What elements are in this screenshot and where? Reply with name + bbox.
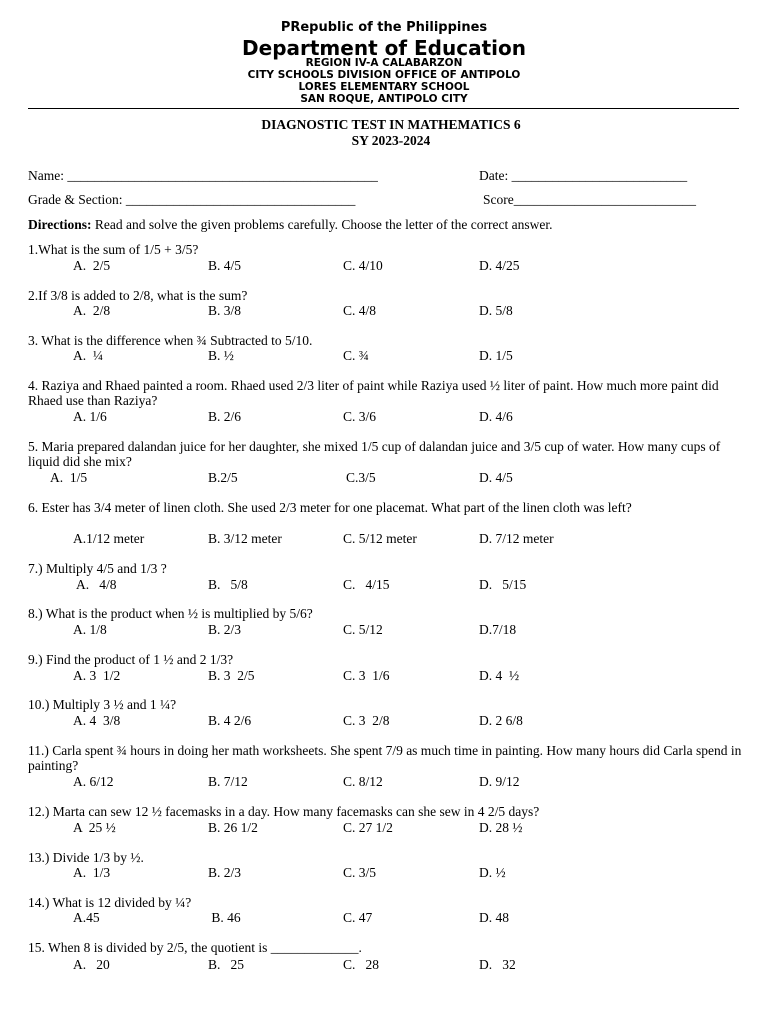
question-text: 10.) Multiply 3 ½ and 1 ¼? <box>28 697 177 712</box>
choice-b[interactable]: B. 7/12 <box>208 774 248 789</box>
choice-b[interactable]: B.2/5 <box>208 470 238 485</box>
choice-a[interactable]: A. 2/8 <box>73 303 111 318</box>
question-text: 3. What is the difference when ¾ Subtracted to 5/10. <box>28 333 313 348</box>
choice-a[interactable]: A. 6/12 <box>73 774 114 789</box>
choice-b[interactable]: B. ½ <box>208 348 234 363</box>
question-text: 9.) Find the product of 1 ½ and 2 1/3? <box>28 652 234 667</box>
choice-b[interactable]: B. 46 <box>208 910 241 925</box>
choice-d[interactable]: D. 32 <box>479 957 516 972</box>
question-text: 2.If 3/8 is added to 2/8, what is the sum? <box>28 288 248 303</box>
question-text: 6. Ester has 3/4 meter of linen cloth. She used 2/3 meter for one placemat. What part of the linen cloth was left? <box>28 500 632 515</box>
test-title: DIAGNOSTIC TEST IN MATHEMATICS 6 <box>261 117 521 132</box>
choice-d[interactable]: D. 4/6 <box>479 409 513 424</box>
choice-c[interactable]: C. 5/12 meter <box>343 531 417 546</box>
department-title: Department of Education <box>242 36 526 60</box>
score-field[interactable]: Score___________________________ <box>483 192 696 207</box>
choice-d[interactable]: D. 2 6/8 <box>479 713 523 728</box>
choice-c[interactable]: C. 5/12 <box>343 622 383 637</box>
question-text: 15. When 8 is divided by 2/5, the quotient is _____________. <box>28 940 362 955</box>
choice-c[interactable]: C. 4/8 <box>343 303 377 318</box>
choice-b[interactable]: B. 3 2/5 <box>208 668 255 683</box>
date-field[interactable]: Date: __________________________ <box>479 168 688 183</box>
choice-c[interactable]: C. 47 <box>343 910 373 925</box>
choice-d[interactable]: D. 4/25 <box>479 258 520 273</box>
choice-a[interactable]: A. 1/3 <box>73 865 111 880</box>
directions-text: Read and solve the given problems carefully. Choose the letter of the correct answer. <box>91 217 553 232</box>
directions-label: Directions: <box>28 217 92 232</box>
choice-a[interactable]: A 25 ½ <box>73 820 116 835</box>
choice-a[interactable]: A. 4 3/8 <box>73 713 121 728</box>
choice-a[interactable]: A. 4/8 <box>76 577 117 592</box>
question-text: 7.) Multiply 4/5 and 1/3 ? <box>28 561 167 576</box>
choice-d[interactable]: D. 5/15 <box>479 577 527 592</box>
choice-c[interactable]: C. ¾ <box>343 348 369 363</box>
choice-b[interactable]: B. 2/3 <box>208 622 242 637</box>
question-text: 8.) What is the product when ½ is multiplied by 5/6? <box>28 606 313 621</box>
choice-c[interactable]: C. 28 <box>343 957 380 972</box>
choice-d[interactable]: D. 48 <box>479 910 509 925</box>
address-line: SAN ROQUE, ANTIPOLO CITY <box>300 93 468 105</box>
choice-c[interactable]: C.3/5 <box>346 470 376 485</box>
school-line: LORES ELEMENTARY SCHOOL <box>298 81 470 93</box>
choice-a[interactable]: A. 1/5 <box>50 470 88 485</box>
choice-a[interactable]: A.45 <box>73 910 100 925</box>
question-text: 13.) Divide 1/3 by ½. <box>28 850 144 865</box>
choice-b[interactable]: B. 3/8 <box>208 303 242 318</box>
division-line: CITY SCHOOLS DIVISION OFFICE OF ANTIPOLO <box>247 69 521 81</box>
school-year: SY 2023-2024 <box>351 133 431 148</box>
choice-b[interactable]: B. 26 1/2 <box>208 820 258 835</box>
question-text: 14.) What is 12 divided by ¼? <box>28 895 192 910</box>
choice-c[interactable]: C. 3/5 <box>343 865 377 880</box>
choice-b[interactable]: B. 4 2/6 <box>208 713 252 728</box>
choice-a[interactable]: A. 2/5 <box>73 258 111 273</box>
choice-d[interactable]: D. 7/12 meter <box>479 531 554 546</box>
question-text: 5. Maria prepared dalandan juice for her daughter, she mixed 1/5 cup of dalandan juice and 3/5 cup of water. How many cups of liquid did she mix? <box>28 439 721 469</box>
choice-d[interactable]: D. 5/8 <box>479 303 513 318</box>
choice-d[interactable]: D. 28 ½ <box>479 820 523 835</box>
choice-d[interactable]: D. 4/5 <box>479 470 513 485</box>
choice-a[interactable]: A. 1/6 <box>73 409 107 424</box>
question-text: 11.) Carla spent ¾ hours in doing her math worksheets. She spent 7/9 as much time in painting. How many hours did Carla spend in painting? <box>28 743 742 773</box>
grade-section-field[interactable]: Grade & Section: __________________________________ <box>28 192 356 207</box>
choice-d[interactable]: D.7/18 <box>479 622 517 637</box>
choice-a[interactable]: A. 3 1/2 <box>73 668 121 683</box>
choice-c[interactable]: C. 4/15 <box>343 577 390 592</box>
region-line: REGION IV-A CALABARZON <box>305 57 463 69</box>
choice-c[interactable]: C. 3 2/8 <box>343 713 390 728</box>
name-field[interactable]: Name: ______________________________________________ <box>28 168 378 183</box>
question-text: 1.What is the sum of 1/5 + 3/5? <box>28 242 199 257</box>
choice-c[interactable]: C. 3 1/6 <box>343 668 390 683</box>
question-text: 12.) Marta can sew 12 ½ facemasks in a day. How many facemasks can she sew in 4 2/5 days? <box>28 804 540 819</box>
choice-d[interactable]: D. 1/5 <box>479 348 513 363</box>
choice-b[interactable]: B. 2/3 <box>208 865 242 880</box>
choice-d[interactable]: D. 4 ½ <box>479 668 520 683</box>
header-divider <box>28 108 739 109</box>
directions <box>28 217 552 233</box>
choice-b[interactable]: B. 5/8 <box>208 577 248 592</box>
choice-a[interactable]: A.1/12 meter <box>73 531 145 546</box>
choice-a[interactable]: A. 20 <box>73 957 110 972</box>
choice-d[interactable]: D. ½ <box>479 865 506 880</box>
choice-c[interactable]: C. 8/12 <box>343 774 383 789</box>
choice-a[interactable]: A. ¼ <box>73 348 103 363</box>
question-text: 4. Raziya and Rhaed painted a room. Rhaed used 2/3 liter of paint while Raziya used ½ liter of paint. How much more paint did Rhaed use than Raziya? <box>28 378 719 408</box>
choice-c[interactable]: C. 4/10 <box>343 258 383 273</box>
choice-c[interactable]: C. 3/6 <box>343 409 377 424</box>
choice-b[interactable]: B. 4/5 <box>208 258 242 273</box>
choice-b[interactable]: B. 25 <box>208 957 245 972</box>
choice-d[interactable]: D. 9/12 <box>479 774 520 789</box>
choice-c[interactable]: C. 27 1/2 <box>343 820 393 835</box>
choice-b[interactable]: B. 3/12 meter <box>208 531 282 546</box>
choice-b[interactable]: B. 2/6 <box>208 409 242 424</box>
choice-a[interactable]: A. 1/8 <box>73 622 107 637</box>
republic-line: PRepublic of the Philippines <box>280 20 488 35</box>
